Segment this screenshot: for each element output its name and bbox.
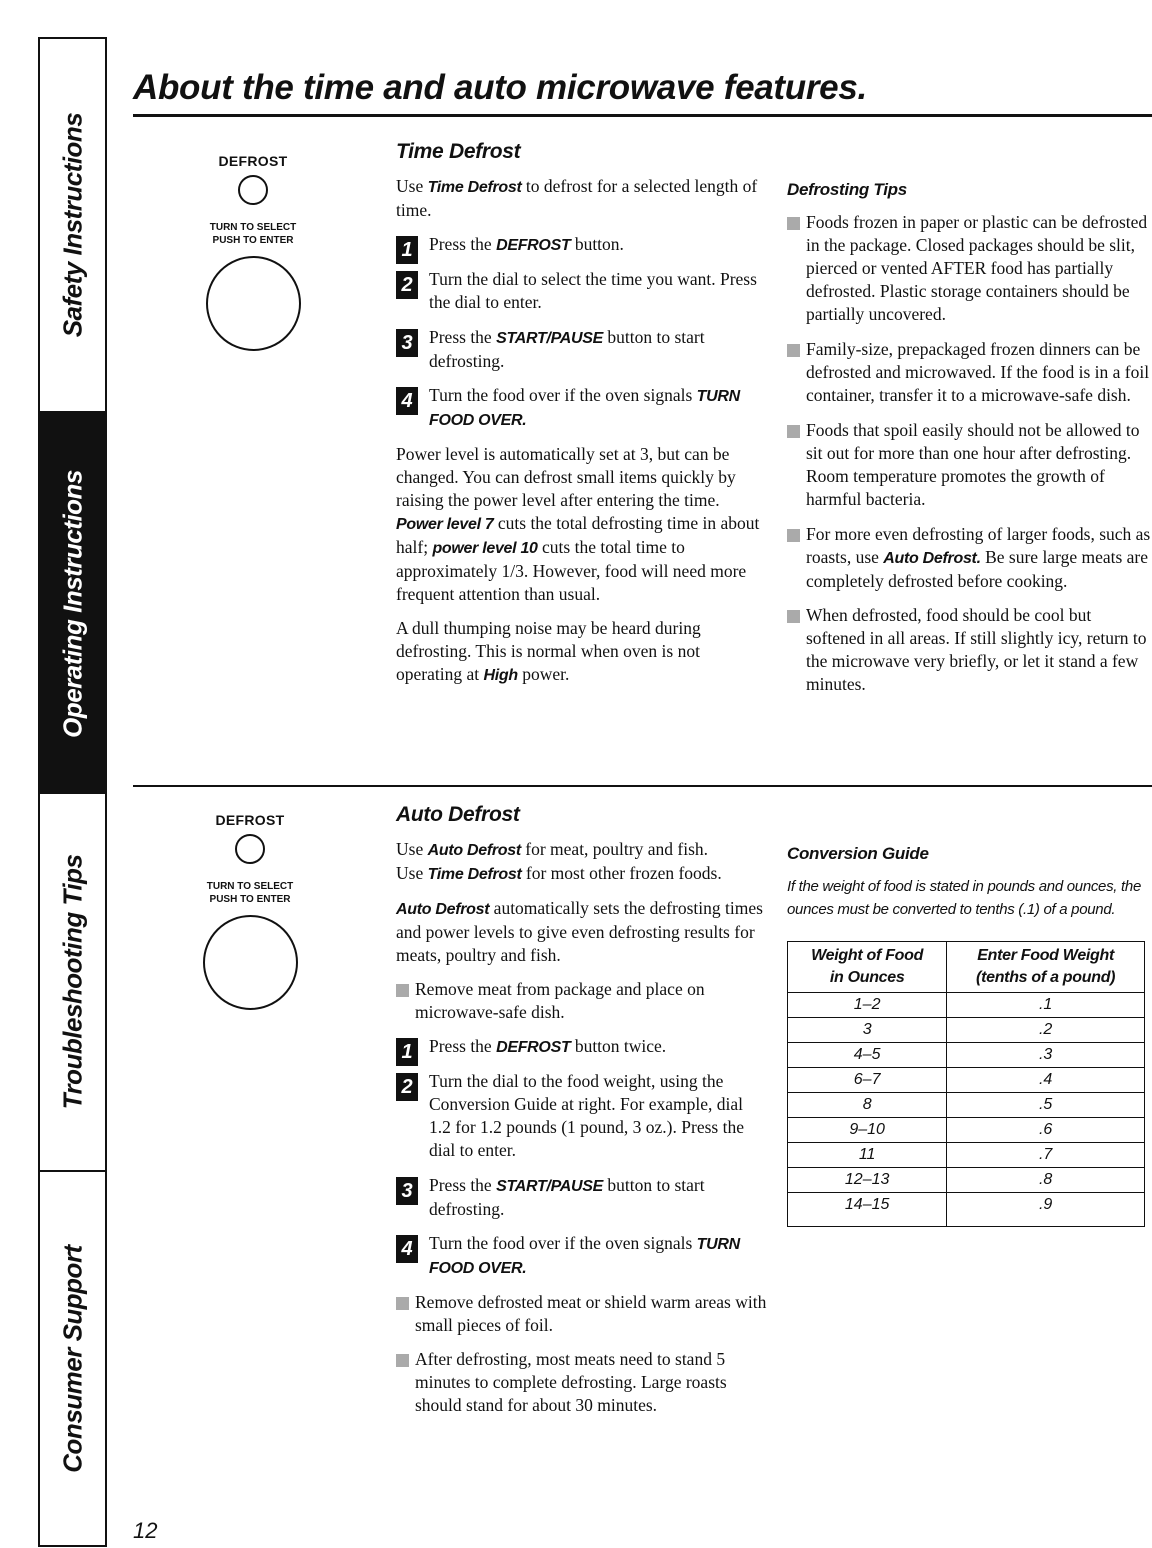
time-defrost-use: Use Time Defrost for most other frozen foods. bbox=[396, 863, 722, 883]
table-header-row bbox=[788, 942, 1145, 993]
dial-label-line1: TURN TO SELECT bbox=[206, 881, 294, 892]
auto-defrost-section bbox=[396, 803, 768, 1428]
conversion-guide-section bbox=[787, 842, 1149, 1227]
auto-defrost-heading: Auto Defrost bbox=[396, 803, 520, 826]
table-row: 6–7 .4 bbox=[788, 1068, 1145, 1093]
defrosting-tips-heading: Defrosting Tips bbox=[787, 180, 907, 199]
defrost-button-icon bbox=[238, 175, 268, 205]
auto-defrost-description: Auto Defrost automatically sets the defrosting times and power levels to give even defrosting results for meats, poultry and fish. bbox=[396, 898, 763, 965]
auto-defrost-bullet: After defrosting, most meats need to stand 5 minutes to complete defrosting. Large roasts should stand for about 30 minutes. bbox=[396, 1348, 768, 1417]
col-header-ounces: Weight of Food in Ounces bbox=[788, 942, 947, 993]
defrost-button-icon bbox=[235, 834, 265, 864]
tab-label: Safety Instructions bbox=[57, 112, 87, 338]
tab-label: Operating Instructions bbox=[57, 469, 87, 738]
tab-troubleshooting-tips[interactable] bbox=[40, 794, 105, 1172]
tip-item: Family-size, prepackaged frozen dinners can be defrosted and microwaved. If the food is in a foil container, transfer it to a microwave-safe dish. bbox=[787, 338, 1152, 408]
tab-consumer-support[interactable] bbox=[40, 1172, 105, 1545]
time-defrost-step: 4 Turn the food over if the oven signals TURN FOOD OVER. bbox=[396, 384, 768, 432]
conversion-guide-note: If the weight of food is stated in pounds and ounces, the ounces must be converted to tenths (.1) of a pound. bbox=[787, 878, 1141, 918]
table-row: 14–15 .9 bbox=[788, 1193, 1145, 1227]
time-defrost-step: 1 Press the DEFROST button. bbox=[396, 233, 768, 257]
dial-label bbox=[165, 880, 335, 906]
control-panel-graphic bbox=[165, 812, 335, 1010]
tip-item: For more even defrosting of larger foods, such as roasts, use Auto Defrost. Be sure large meats are completely defrosted before cooking. bbox=[787, 523, 1152, 593]
auto-defrost-bullet: Remove defrosted meat or shield warm areas with small pieces of foil. bbox=[396, 1291, 768, 1337]
power-level-paragraph: Power level is automatically set at 3, but can be changed. You can defrost small items quickly by raising the power level after entering the time. Power level 7 cuts the total defrosting time in about half; power level 10 cuts the total time to approximately 1/3. However, food will need more frequent attention than usual. bbox=[396, 444, 760, 604]
tip-item: Foods that spoil easily should not be allowed to sit out for more than one hour after defrosting. Room temperature promotes the growth of harmful bacteria. bbox=[787, 419, 1152, 512]
auto-defrost-step: 1 Press the DEFROST button twice. bbox=[396, 1035, 768, 1059]
dial-label-line2: PUSH TO ENTER bbox=[212, 235, 294, 246]
control-panel-graphic bbox=[168, 153, 338, 351]
dial-knob-icon bbox=[203, 915, 298, 1010]
table-row: 3 .2 bbox=[788, 1018, 1145, 1043]
auto-defrost-step: 4 Turn the food over if the oven signals TURN FOOD OVER. bbox=[396, 1232, 768, 1280]
section-divider bbox=[133, 785, 1152, 787]
noise-paragraph: A dull thumping noise may be heard during defrosting. This is normal when oven is not operating at High power. bbox=[396, 618, 701, 684]
conversion-guide-heading: Conversion Guide bbox=[787, 844, 929, 863]
table-row: 12–13 .8 bbox=[788, 1168, 1145, 1193]
conversion-table bbox=[787, 941, 1145, 1227]
dial-label-line1: TURN TO SELECT bbox=[209, 222, 297, 233]
defrost-label: DEFROST bbox=[218, 153, 288, 169]
section-tabs bbox=[38, 37, 107, 1547]
auto-defrost-use: Use Auto Defrost for meat, poultry and fish. bbox=[396, 839, 708, 859]
time-defrost-step: 3 Press the START/PAUSE button to start defrosting. bbox=[396, 326, 768, 373]
time-defrost-section bbox=[396, 140, 768, 698]
table-row: 9–10 .6 bbox=[788, 1118, 1145, 1143]
tip-item: Foods frozen in paper or plastic can be defrosted in the package. Closed packages should be slit, pierced or vented AFTER food has partially defrosted. Plastic storage containers should be partially uncovered. bbox=[787, 211, 1152, 327]
dial-label bbox=[168, 221, 338, 247]
table-row: 1–2 .1 bbox=[788, 993, 1145, 1018]
table-row: 4–5 .3 bbox=[788, 1043, 1145, 1068]
dial-knob-icon bbox=[206, 256, 301, 351]
dial-label-line2: PUSH TO ENTER bbox=[209, 894, 291, 905]
auto-defrost-step: 3 Press the START/PAUSE button to start defrosting. bbox=[396, 1174, 768, 1221]
table-row: 11 .7 bbox=[788, 1143, 1145, 1168]
defrost-label: DEFROST bbox=[215, 812, 285, 828]
tab-label: Troubleshooting Tips bbox=[57, 854, 87, 1110]
page-title: About the time and auto microwave features. bbox=[133, 68, 867, 107]
time-defrost-heading: Time Defrost bbox=[396, 140, 521, 163]
tab-label: Consumer Support bbox=[57, 1244, 87, 1473]
time-defrost-intro: Use Time Defrost to defrost for a selected length of time. bbox=[396, 176, 758, 220]
defrosting-tips-section bbox=[787, 178, 1152, 708]
title-rule bbox=[133, 114, 1152, 117]
time-defrost-step: 2 Turn the dial to select the time you want. Press the dial to enter. bbox=[396, 268, 768, 315]
tip-item: When defrosted, food should be cool but softened in all areas. If still slightly icy, return to the microwave very briefly, or let it stand a few minutes. bbox=[787, 604, 1152, 697]
table-row: 8 .5 bbox=[788, 1093, 1145, 1118]
auto-defrost-step: 2 Turn the dial to the food weight, using the Conversion Guide at right. For example, dial 1.2 for 1.2 pounds (1 pound, 3 oz.). Press the dial to enter. bbox=[396, 1070, 768, 1163]
tab-safety-instructions[interactable] bbox=[40, 39, 105, 413]
auto-defrost-bullet: Remove meat from package and place on microwave-safe dish. bbox=[396, 978, 768, 1024]
tab-operating-instructions[interactable] bbox=[40, 413, 105, 794]
col-header-tenths: Enter Food Weight (tenths of a pound) bbox=[947, 942, 1145, 993]
page-number: 12 bbox=[133, 1518, 158, 1543]
